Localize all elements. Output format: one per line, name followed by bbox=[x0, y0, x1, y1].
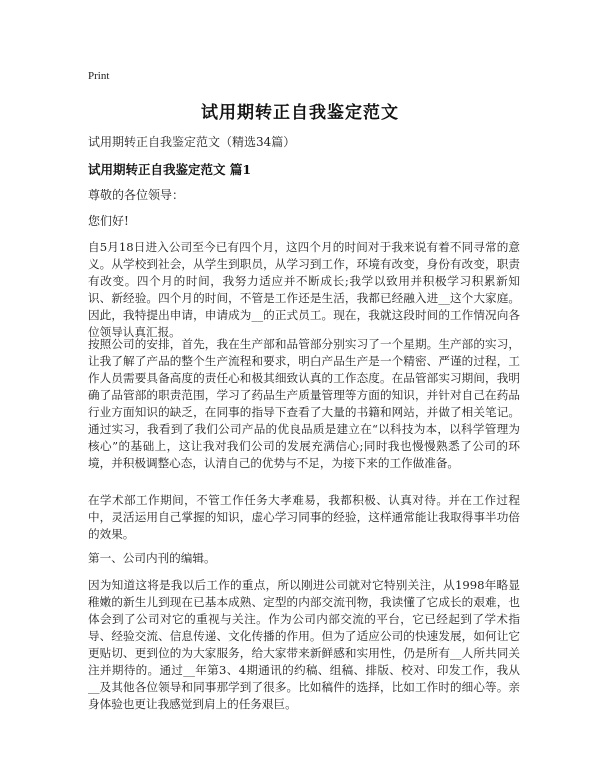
paragraph-heading: 第一、公司内刊的编辑。 bbox=[88, 551, 216, 565]
document-subtitle: 试用期转正自我鉴定范文（精选34篇） bbox=[88, 135, 296, 149]
paragraph: 自5月18日进入公司至今已有四个月，这四个月的时间对于我来说有着不同寻常的意义。从学校到社会，从学生到职员，从学习到工作，环境有改变，身份有改变，职责有改变。四个月的时间，我努力适应并不断成长;我学以致用并积极学习积累新知识、新经验。四个月的时间，不管是工作还是生活，我都已经融入进__这个大家庭。因此，我特提出申请，申请成为__的正式员工。现在，我就这段时间的工作情况向各位领导认真汇报。 bbox=[88, 240, 520, 339]
paragraph: 因为知道这将是我以后工作的重点，所以刚进公司就对它特别关注，从1998年略显稚嫩的新生儿到现在已基本成熟、定型的内部交流刊物，我读懂了它成长的艰难，也体会到了公司对它的重视与关注。作为公司内部交流的平台，它已经起到了学术指导、经验交流、信息传递、文化传播的作用。但为了适应公司的快速发展，如何让它更贴切、更到位的为大家服务，给大家带来新鲜感和实用性，仍是所有__人所共同关注并期待的。通过__年第3、4期通讯的约稿、组稿、排版、校对、印发工作，我从__及其他各位领导和同事那学到了很多。比如稿件的选择，比如工作时的细心等。亲身体验也更让我感觉到肩上的任务艰巨。 bbox=[88, 578, 520, 711]
paragraph: 在学术部工作期间，不管工作任务大孝难易，我都积极、认真对待。并在工作过程中，灵活运用自己掌握的知识，虚心学习同事的经验，这样通常能让我取得事半功倍的效果。 bbox=[88, 493, 520, 541]
document-title: 试用期转正自我鉴定范文 bbox=[201, 103, 399, 123]
greeting: 您们好! bbox=[88, 214, 129, 228]
paragraph: 按照公司的安排，首先，我在生产部和品管部分别实习了一个星期。生产部的实习，让我了解了产品的整个生产流程和要求，明白产品生产是一个精密、严谨的过程，工作人员需要具备高度的责任心和极其细致认真的工作态度。在品管部实习期间，我明确了品管部的职责范围，学习了药品生产质量管理等方面的知识，并针对自己在药品行业方面知识的缺乏，在同事的指导下查看了大量的书籍和网站，并做了相关笔记。通过实习，我看到了我们公司产品的优良品质是建立在“以科技为本，以科学管理为核心”的基础上，这让我对我们公司的发展充满信心;同时我也慢慢熟悉了公司的环境，并积极调整心态，认清自己的优势与不足，为接下来的工作做准备。 bbox=[88, 337, 520, 470]
print-label[interactable]: Print bbox=[88, 70, 110, 82]
salutation: 尊敬的各位领导： bbox=[88, 188, 185, 202]
section-heading: 试用期转正自我鉴定范文 篇1 bbox=[88, 162, 252, 177]
